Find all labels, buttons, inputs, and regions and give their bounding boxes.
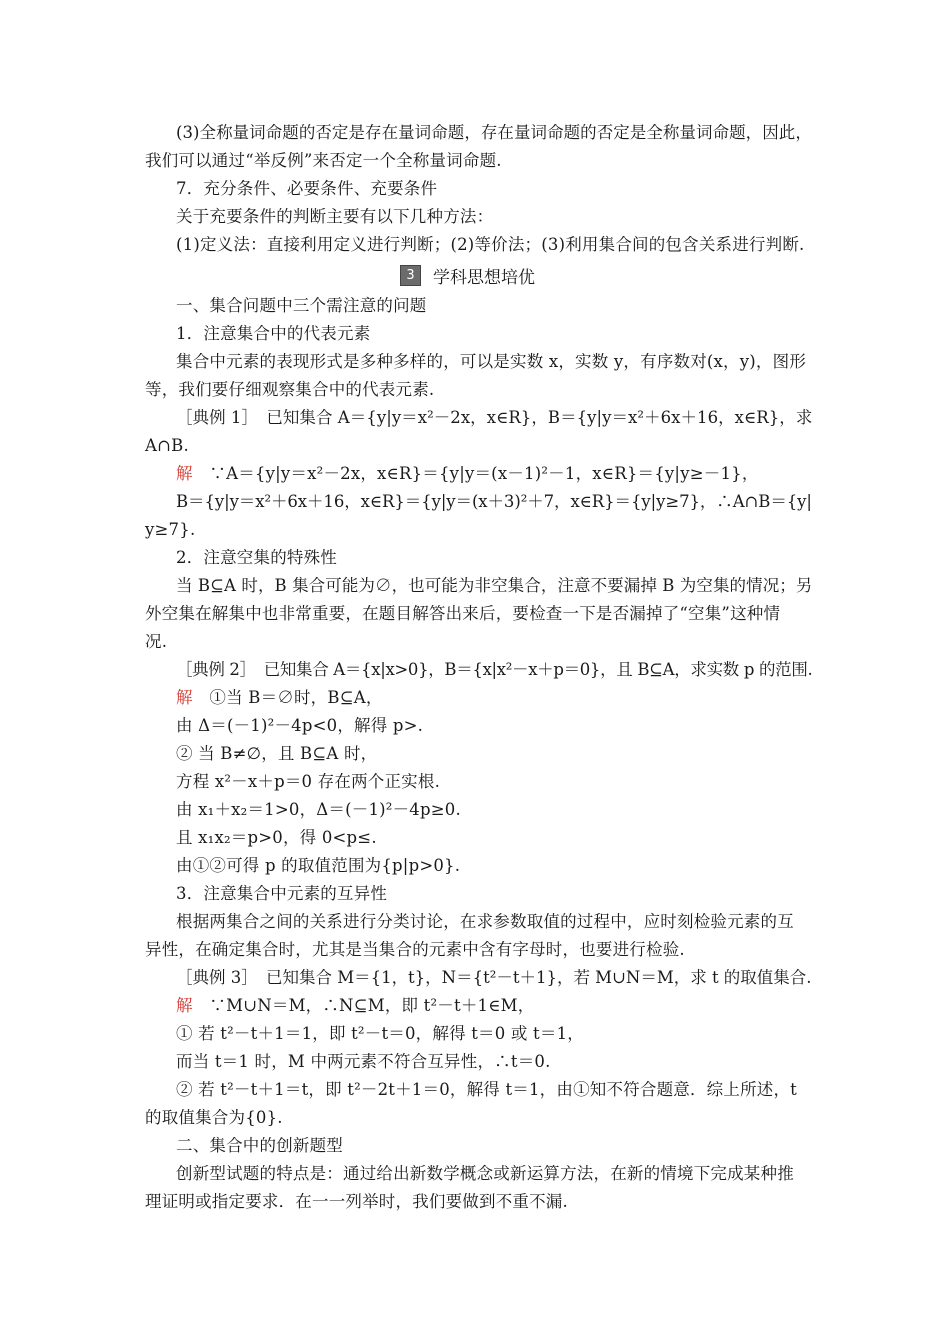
solution-2-line: 且 x₁x₂＝p>0，得 0<p≤.	[176, 828, 377, 847]
subheading-1: 1．注意集合中的代表元素	[176, 324, 371, 343]
solution-1-line: B＝{y|y＝x²＋6x＋16，x∈R}＝{y|y＝(x＋3)²＋7，x∈R}＝{y|y≥7}，∴A∩B＝{y|	[176, 492, 812, 511]
example-1-line: A∩B.	[145, 436, 189, 455]
solution-3-line: ② 若 t²－t＋1＝t，即 t²－2t＋1＝0，解得 t＝1，由①知不符合题意．综上所述，t	[176, 1080, 798, 1099]
paragraph-line: 况.	[145, 632, 168, 651]
solution-2-line: 方程 x²－x＋p＝0 存在两个正实根.	[176, 772, 441, 791]
solution-3-line: 的取值集合为{0}.	[145, 1108, 283, 1127]
heading-part-1: 一、集合问题中三个需注意的问题	[176, 296, 427, 315]
solution-2-line: ② 当 B≠∅，且 B⊆A 时，	[176, 744, 378, 763]
section-title: 学科思想培优	[433, 267, 535, 288]
paragraph-line: 异性，在确定集合时，尤其是当集合的元素中含有字母时，也要进行检验.	[145, 940, 685, 959]
example-2-line: ［典例 2］ 已知集合 A＝{x|x>0}，B＝{x|x²－x＋p＝0}，且 B⊆A，求实数 p 的范围.	[176, 660, 813, 679]
section-heading	[400, 263, 535, 287]
solution-label: 解	[176, 688, 193, 707]
example-3-line: ［典例 3］ 已知集合 M＝{1，t}，N＝{t²－t＋1}，若 M∪N＝M，求 t 的取值集合.	[176, 968, 812, 987]
paragraph-line: 理证明或指定要求．在一一列举时，我们要做到不重不漏.	[145, 1192, 568, 1211]
solution-2-line	[176, 687, 383, 709]
solution-3-line: 而当 t＝1 时，M 中两元素不符合互异性，∴t＝0.	[176, 1052, 551, 1071]
section-number-badge: 3	[400, 265, 421, 286]
solution-text: ①当 B＝∅时，B⊆A，	[209, 688, 383, 707]
solution-2-line: 由 x₁＋x₂＝1>0，Δ＝(－1)²－4p≥0.	[176, 800, 461, 819]
paragraph-line: 创新型试题的特点是：通过给出新数学概念或新运算方法，在新的情境下完成某种推	[176, 1164, 794, 1183]
solution-1-line: y≥7}.	[145, 520, 196, 539]
paragraph-line: 我们可以通过“举反例”来否定一个全称量词命题.	[145, 151, 502, 170]
solution-3-line: ① 若 t²－t＋1＝1，即 t²－t＝0，解得 t＝0 或 t＝1，	[176, 1024, 584, 1043]
solution-text: ∵M∪N＝M，∴N⊆M，即 t²－t＋1∈M，	[209, 996, 535, 1015]
paragraph-line: (3)全称量词命题的否定是存在量词命题，存在量词命题的否定是全称量词命题，因此，	[176, 123, 812, 142]
paragraph-line: 当 B⊆A 时，B 集合可能为∅，也可能为非空集合，注意不要漏掉 B 为空集的情况；另	[176, 576, 813, 595]
example-1-line: ［典例 1］ 已知集合 A＝{y|y＝x²－2x，x∈R}，B＝{y|y＝x²＋6x＋16，x∈R}，求	[176, 408, 813, 427]
solution-1-line	[176, 463, 759, 485]
solution-label: 解	[176, 996, 193, 1015]
solution-3-line	[176, 995, 534, 1017]
subheading-2: 2．注意空集的特殊性	[176, 548, 337, 567]
heading-part-2: 二、集合中的创新题型	[176, 1136, 343, 1155]
solution-2-line: 由①②可得 p 的取值范围为{p|p>0}.	[176, 856, 461, 875]
solution-label: 解	[176, 464, 193, 483]
paragraph-line: 等，我们要仔细观察集合中的代表元素.	[145, 380, 435, 399]
paragraph-line: (1)定义法：直接利用定义进行判断；(2)等价法；(3)利用集合间的包含关系进行判断.	[176, 235, 805, 254]
solution-2-line: 由 Δ＝(－1)²－4p<0，解得 p>.	[176, 716, 424, 735]
solution-text: ∵A＝{y|y＝x²－2x，x∈R}＝{y|y＝(x－1)²－1，x∈R}＝{y|y≥－1}，	[209, 464, 759, 483]
subheading-3: 3．注意集合中元素的互异性	[176, 884, 388, 903]
paragraph-line: 外空集在解集中也非常重要，在题目解答出来后，要检查一下是否漏掉了“空集”这种情	[145, 604, 781, 623]
paragraph-line: 根据两集合之间的关系进行分类讨论，在求参数取值的过程中，应时刻检验元素的互	[176, 912, 794, 931]
heading-item-7: 7．充分条件、必要条件、充要条件	[176, 179, 438, 198]
paragraph-line: 集合中元素的表现形式是多种多样的，可以是实数 x，实数 y，有序数对(x，y)，图形	[176, 352, 807, 371]
paragraph-line: 关于充要条件的判断主要有以下几种方法：	[176, 207, 494, 226]
